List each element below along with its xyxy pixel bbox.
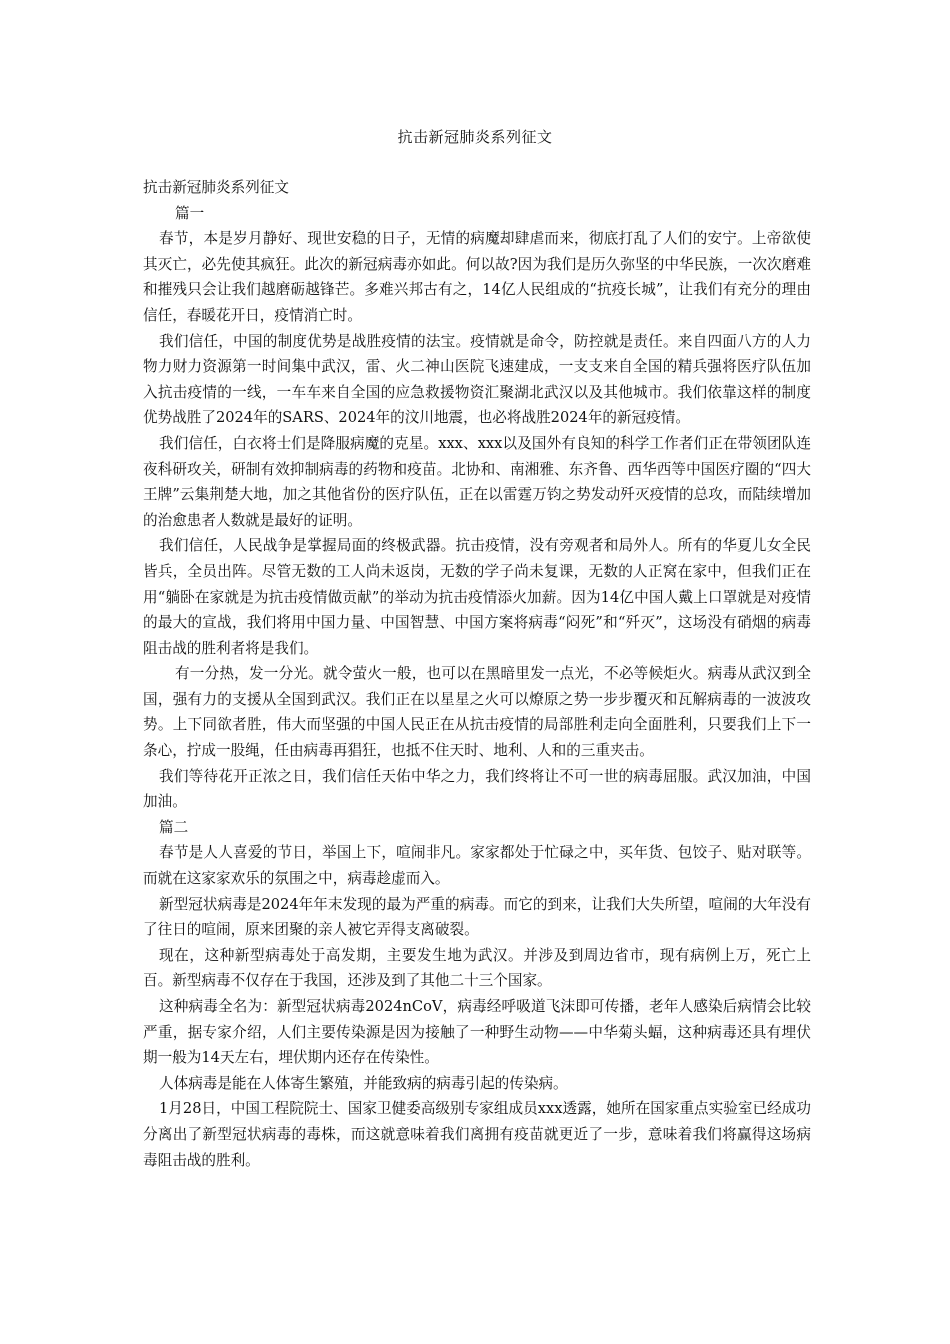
paragraph: 有一分热，发一分光。就令萤火一般，也可以在黑暗里发一点光，不必等候炬火。病毒从武汉到全国，强有力的支援从全国到武汉。我们正在以星星之火可以燎原之势一步步覆灭和瓦解病毒的一波波攻势。上下同欲者胜，伟大而坚强的中国人民正在从抗击疫情的局部胜利走向全面胜利，只要我们上下一条心，拧成一股绳，任由病毒再猖狂，也抵不住天时、地利、人和的三重夹击。 bbox=[143, 665, 811, 760]
document-title: 抗击新冠肺炎系列征文 bbox=[397, 128, 553, 146]
document-subtitle: 抗击新冠肺炎系列征文 bbox=[143, 179, 289, 196]
paragraph: 1月28日，中国工程院院士、国家卫健委高级别专家组成员xxx透露，她所在国家重点实验室已经成功分离出了新型冠状病毒的毒株，而这就意味着我们离拥有疫苗就更近了一步，意味着我们将赢得这场病毒阻击战的胜利。 bbox=[143, 1100, 811, 1169]
paragraph: 我们信任，白衣将士们是降服病魔的克星。xxx、xxx以及国外有良知的科学工作者们正在带领团队连夜科研攻关，研制有效抑制病毒的药物和疫苗。北协和、南湘雅、东齐鲁、西华西等中国医疗圈的“四大王牌”云集荆楚大地，加之其他省份的医疗队伍，正在以雷霆万钧之势发动歼灭疫情的总攻，而陆续增加的治愈患者人数就是最好的证明。 bbox=[143, 434, 811, 529]
paragraph: 我们信任，人民战争是掌握局面的终极武器。抗击疫情，没有旁观者和局外人。所有的华夏儿女全民皆兵，全员出阵。尽管无数的工人尚未返岗，无数的学子尚未复课，无数的人正窝在家中，但我们正在用“躺卧在家就是为抗击疫情做贡献”的举动为抗击疫情添火加薪。因为14亿中国人戴上口罩就是对疫情的最大的宣战，我们将用中国力量、中国智慧、中国方案将病毒“闷死”和“歼灭”，这场没有硝烟的病毒阻击战的胜利者将是我们。 bbox=[143, 537, 811, 657]
paragraph: 这种病毒全名为：新型冠状病毒2024nCoV，病毒经呼吸道飞沫即可传播，老年人感染后病情会比较严重，据专家介绍，人们主要传染源是因为接触了一种野生动物——中华菊头蝠，这种病毒还具有埋伏期一般为14天左右，埋伏期内还存在传染性。 bbox=[143, 998, 811, 1067]
paragraph: 新型冠状病毒是2024年年末发现的最为严重的病毒。而它的到来，让我们大失所望，喧闹的大年没有了往日的喧闹，原来团聚的亲人被它弄得支离破裂。 bbox=[143, 895, 811, 939]
paragraph: 人体病毒是能在人体寄生繁殖，并能致病的病毒引起的传染病。 bbox=[159, 1074, 568, 1092]
paragraph: 现在，这种新型病毒处于高发期，主要发生地为武汉。并涉及到周边省市，现有病例上万，死亡上百。新型病毒不仅存在于我国，还涉及到了其他二十三个国家。 bbox=[143, 946, 811, 990]
paragraph: 春节是人人喜爱的节日，举国上下，喧闹非凡。家家都处于忙碌之中，买年货、包饺子、贴对联等。而就在这家家欢乐的氛围之中，病毒趁虚而入。 bbox=[143, 844, 811, 888]
paragraph: 我们信任，中国的制度优势是战胜疫情的法宝。疫情就是命令，防控就是责任。来自四面八方的人力物力财力资源第一时间集中武汉，雷、火二神山医院飞速建成，一支支来自全国的精兵强将医疗队伍加入抗击疫情的一线，一车车来自全国的应急救援物资汇聚湖北武汉以及其他城市。我们依靠这样的制度优势战胜了2024年的SARS、2024年的汶川地震，也必将战胜2024年的新冠疫情。 bbox=[143, 332, 811, 427]
section-heading-part2: 篇二 bbox=[159, 818, 189, 836]
document-body bbox=[143, 175, 811, 1173]
section-heading-part1: 篇一 bbox=[175, 204, 205, 222]
paragraph: 春节，本是岁月静好、现世安稳的日子，无情的病魔却肆虐而来，彻底打乱了人们的安宁。上帝欲使其灭亡，必先使其疯狂。此次的新冠病毒亦如此。何以故?因为我们是历久弥坚的中华民族，一次次磨难和摧残只会让我们越磨砺越锋芒。多难兴邦古有之，14亿人民组成的“抗疫长城”，让我们有充分的理由信任，春暖花开日，疫情消亡时。 bbox=[143, 230, 811, 324]
paragraph: 我们等待花开正浓之日，我们信任天佑中华之力，我们终将让不可一世的病毒屈服。武汉加油，中国加油。 bbox=[143, 767, 811, 811]
